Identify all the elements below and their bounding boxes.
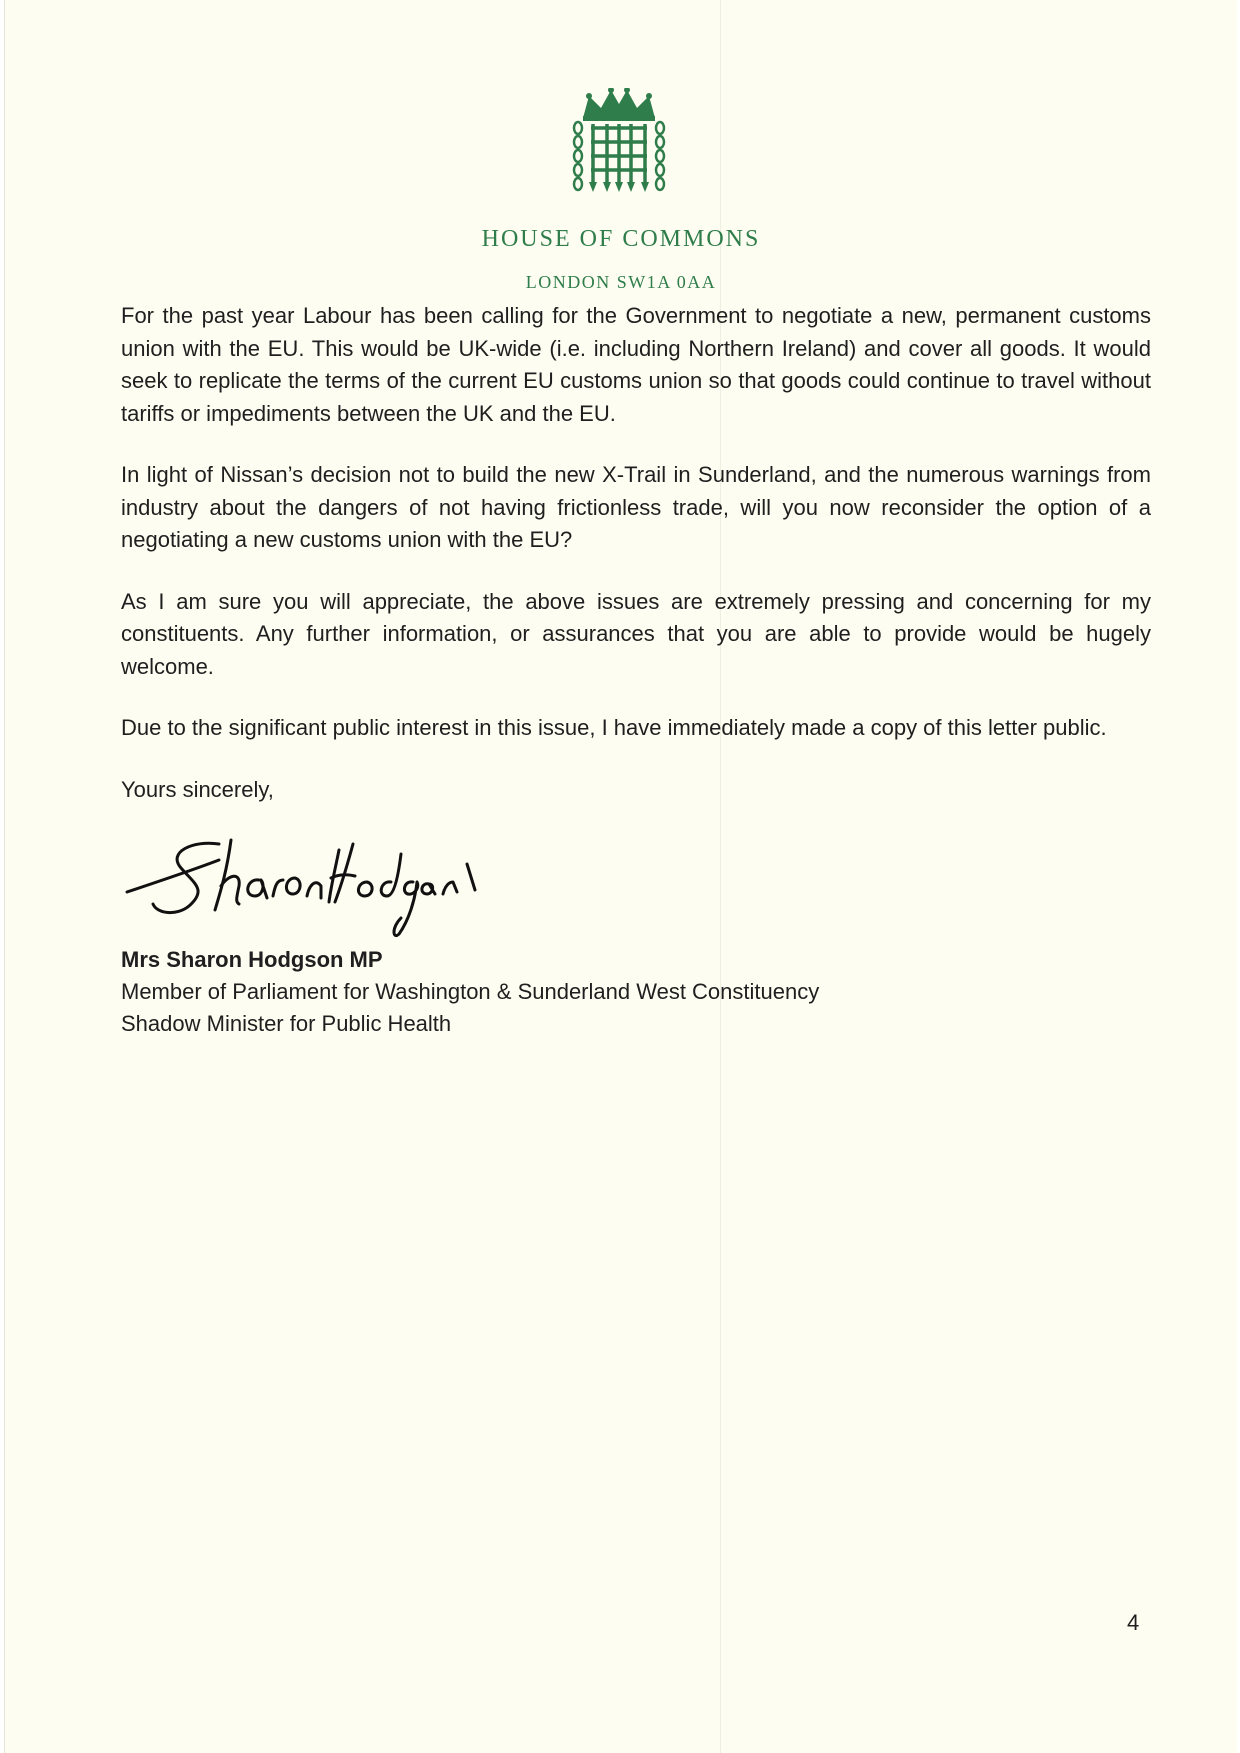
- paragraph: For the past year Labour has been calling for the Government to negotiate a new, permanent customs union with the EU. This would be UK-wide (i.e. including Northern Ireland) and cover all goods. It would seek to replicate the terms of the current EU customs union so that goods could continue to travel without tariffs or impediments between the UK and the EU.: [121, 303, 1151, 426]
- page-fold-line: [720, 0, 721, 1753]
- portcullis-crest-icon: [571, 88, 667, 200]
- letter-page: [4, 0, 1237, 1753]
- letter-body: [121, 300, 1151, 806]
- closing-salutation: Yours sincerely,: [121, 776, 274, 802]
- paragraph: Due to the significant public interest in this issue, I have immediately made a copy of this letter public.: [121, 715, 1107, 740]
- letterhead-title: HOUSE OF COMMONS: [481, 226, 761, 252]
- signatory-role: Member of Parliament for Washington & Sunderland West Constituency: [121, 979, 820, 1004]
- letterhead-address: LONDON SW1A 0AA: [525, 272, 717, 292]
- page-number: 4: [1127, 1610, 1140, 1635]
- signature-block: [121, 944, 819, 1040]
- paragraph: As I am sure you will appreciate, the above issues are extremely pressing and concerning for my constituents. Any further information, or assurances that you are able to provide would be hugely welcome.: [121, 588, 1151, 679]
- paragraph: In light of Nissan’s decision not to build the new X-Trail in Sunderland, and the numerous warnings from industry about the dangers of not having frictionless trade, will you now reconsider the option of a negotiating a new customs union with the EU?: [121, 462, 1151, 552]
- handwritten-signature: [123, 830, 483, 940]
- signatory-title: Shadow Minister for Public Health: [121, 1011, 452, 1036]
- signatory-name: Mrs Sharon Hodgson MP: [121, 947, 383, 972]
